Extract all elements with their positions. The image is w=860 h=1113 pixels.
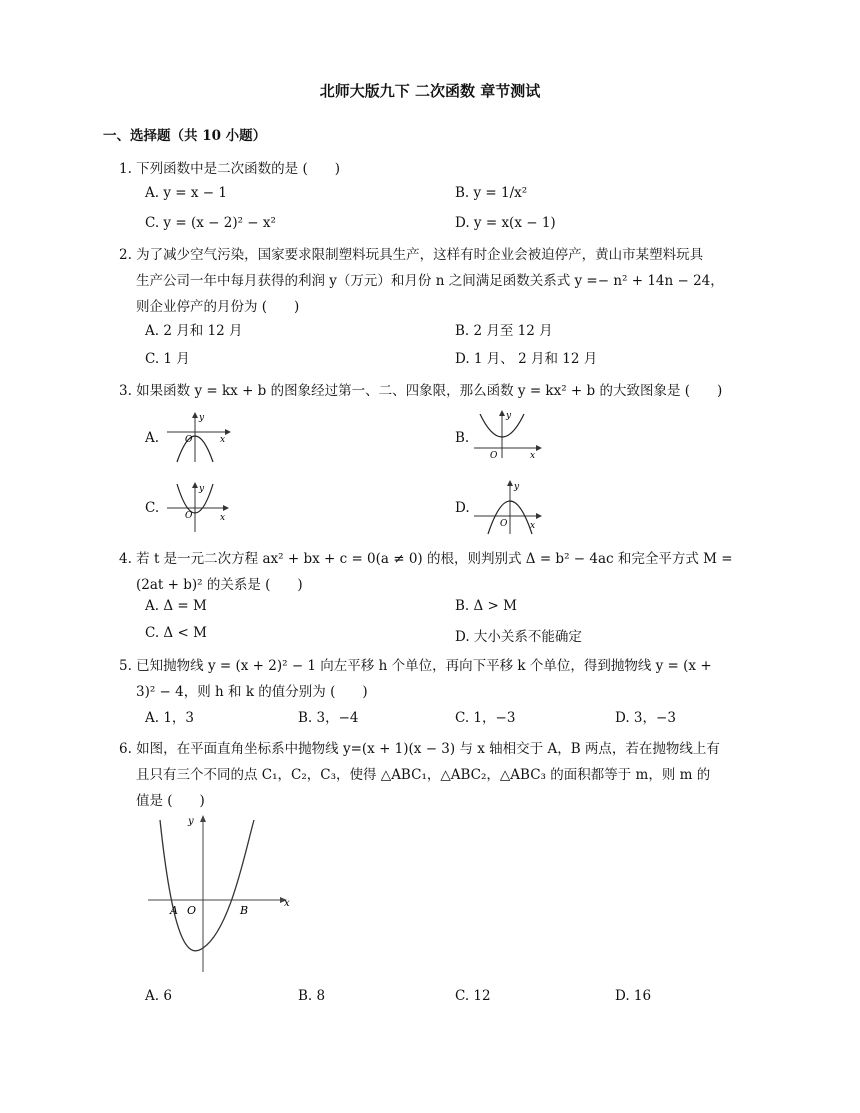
q5-stem-line2: 3)² − 4，则 h 和 k 的值分别为 ( ) [136, 684, 368, 700]
q5-stem-line1: 5. 已知抛物线 y = (x + 2)² − 1 向左平移 h 个单位，再向下平移 k 个单位，得到抛物线 y = (x + [119, 658, 712, 674]
q3b-origin-label: O [490, 451, 498, 460]
q3-option-d[interactable]: D. [455, 500, 470, 516]
q4-option-b[interactable]: B. Δ > M [455, 598, 517, 614]
q6-option-c[interactable]: C. 12 [455, 988, 491, 1004]
q3-graph-d [472, 478, 544, 536]
q3-graph-a [165, 410, 235, 465]
q3c-origin-label: O [185, 511, 193, 521]
q6-option-b[interactable]: B. 8 [298, 988, 326, 1004]
q2-stem-line2: 生产公司一年中每月获得的利润 y（万元）和月份 n 之间满足函数关系式 y =− n² + 14n − 24， [136, 273, 724, 289]
q5-option-a[interactable]: A. 1，3 [145, 710, 195, 726]
q6-y-label: y [188, 816, 194, 827]
q6-stem-line3: 值是 ( ) [136, 793, 205, 809]
q3c-x-label: x [220, 513, 226, 523]
q3d-y-label: y [514, 482, 520, 492]
q3a-x-label: x [220, 435, 226, 445]
q6-option-a[interactable]: A. 6 [145, 988, 172, 1004]
q3a-y-label: y [199, 413, 205, 423]
section-heading: 一、选择题（共 10 小题） [103, 128, 267, 144]
q1-option-b[interactable]: B. y = 1/x² [455, 185, 528, 201]
q4-option-d[interactable]: D. 大小关系不能确定 [455, 629, 582, 645]
q5-option-b[interactable]: B. 3，−4 [298, 710, 359, 726]
q5-option-c[interactable]: C. 1，−3 [455, 710, 516, 726]
page-title: 北师大版九下 二次函数 章节测试 [319, 82, 541, 100]
q1-option-c[interactable]: C. y = (x − 2)² − x² [145, 215, 276, 231]
q2-option-d[interactable]: D. 1 月、 2 月和 12 月 [455, 351, 598, 367]
q3-stem: 3. 如果函数 y = kx + b 的图象经过第一、二、四象限，那么函数 y = kx² + b 的大致图象是 ( ) [119, 383, 723, 399]
q3d-origin-label: O [500, 519, 508, 529]
q1-option-a[interactable]: A. y = x − 1 [145, 185, 227, 201]
q6-x-label: x [284, 898, 290, 909]
q3d-x-label: x [530, 521, 536, 531]
q3-option-a[interactable]: A. [145, 430, 160, 446]
q6-stem-line2: 且只有三个不同的点 C₁，C₂，C₃，使得 △ABC₁，△ABC₂，△ABC₃ 的面积都等于 m，则 m 的 [136, 767, 711, 783]
q2-option-c[interactable]: C. 1 月 [145, 351, 190, 367]
q2-stem-line1: 2. 为了减少空气污染，国家要求限制塑料玩具生产，这样有时企业会被迫停产，黄山市某塑料玩具 [119, 247, 704, 263]
q6-parabola-figure [140, 812, 300, 980]
q3-graph-b [472, 408, 544, 460]
q3b-x-label: x [530, 451, 536, 460]
q1-stem: 1. 下列函数中是二次函数的是 ( ) [119, 161, 340, 177]
q3b-y-label: y [506, 411, 512, 421]
q3a-origin-label: O [185, 435, 193, 445]
q1-option-d[interactable]: D. y = x(x − 1) [455, 215, 556, 231]
q6-point-b-label: B [240, 904, 249, 917]
q2-stem-line3: 则企业停产的月份为 ( ) [136, 299, 300, 315]
q6-point-a-label: A [170, 904, 178, 917]
q4-stem-line1: 4. 若 t 是一元二次方程 ax² + bx + c = 0(a ≠ 0) 的根，则判别式 Δ = b² − 4ac 和完全平方式 M = [119, 551, 733, 567]
q4-option-a[interactable]: A. Δ = M [145, 598, 207, 614]
q4-stem-line2: (2at + b)² 的关系是 ( ) [136, 577, 303, 593]
q6-option-d[interactable]: D. 16 [615, 988, 652, 1004]
q6-stem-line1: 6. 如图，在平面直角坐标系中抛物线 y=(x + 1)(x − 3) 与 x 轴相交于 A，B 两点，若在抛物线上有 [119, 741, 720, 757]
q3-option-c[interactable]: C. [145, 500, 160, 516]
q2-option-a[interactable]: A. 2 月和 12 月 [145, 323, 243, 339]
q4-option-c[interactable]: C. Δ < M [145, 625, 207, 641]
q2-option-b[interactable]: B. 2 月至 12 月 [455, 323, 553, 339]
q6-origin-label: O [187, 904, 197, 917]
q3c-y-label: y [199, 484, 205, 494]
q3-option-b[interactable]: B. [455, 430, 470, 446]
q3-graph-c [165, 480, 235, 535]
q5-option-d[interactable]: D. 3，−3 [615, 710, 676, 726]
